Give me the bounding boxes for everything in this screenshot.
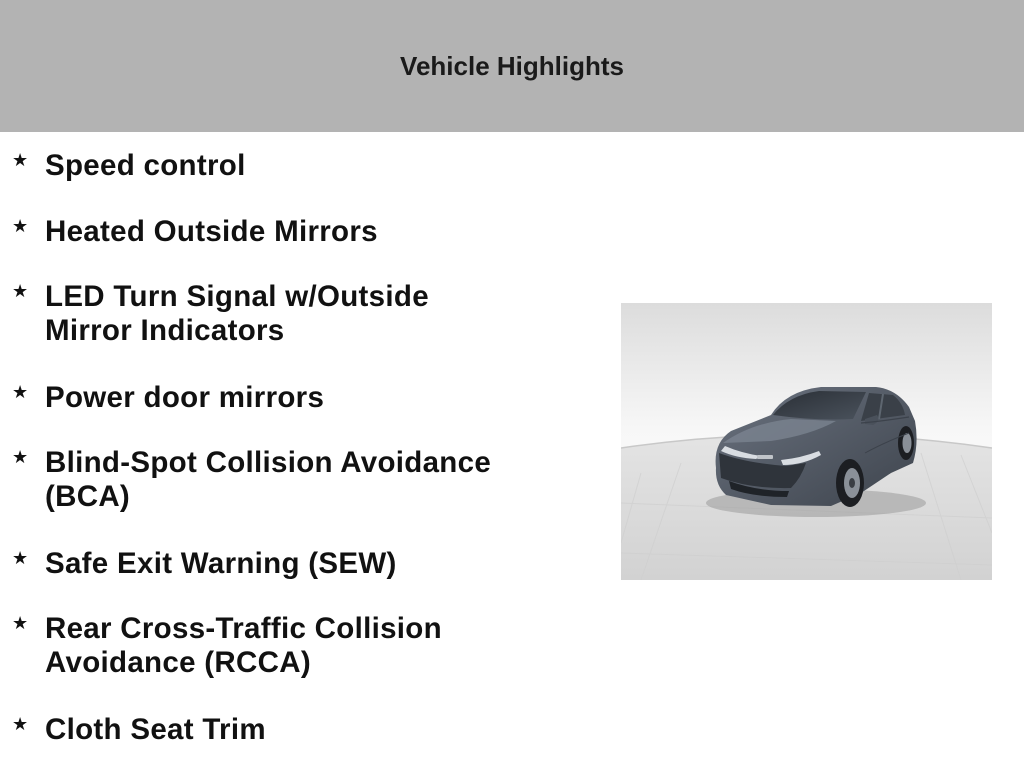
star-icon: ★: [12, 548, 29, 569]
star-icon: ★: [12, 613, 29, 634]
feature-label: Safe Exit Warning (SEW): [45, 547, 397, 580]
page-title: Vehicle Highlights: [400, 50, 624, 81]
feature-label: Blind-Spot Collision Avoidance (BCA): [45, 446, 492, 513]
feature-label: LED Turn Signal w/Outside Mirror Indicators: [45, 280, 429, 347]
feature-label: Cloth Seat Trim: [45, 713, 266, 746]
feature-label: Power door mirrors: [45, 381, 325, 414]
star-icon: ★: [12, 714, 29, 735]
feature-label: Speed control: [45, 149, 246, 182]
star-icon: ★: [12, 382, 29, 403]
star-icon: ★: [12, 216, 29, 237]
vehicle-photo: [621, 303, 992, 580]
star-icon: ★: [12, 281, 29, 302]
star-icon: ★: [12, 150, 29, 171]
feature-label: Heated Outside Mirrors: [45, 215, 378, 248]
feature-label: Rear Cross-Traffic Collision Avoidance (RCCA): [45, 612, 442, 679]
star-icon: ★: [12, 447, 29, 468]
header-bar: [0, 0, 1024, 132]
